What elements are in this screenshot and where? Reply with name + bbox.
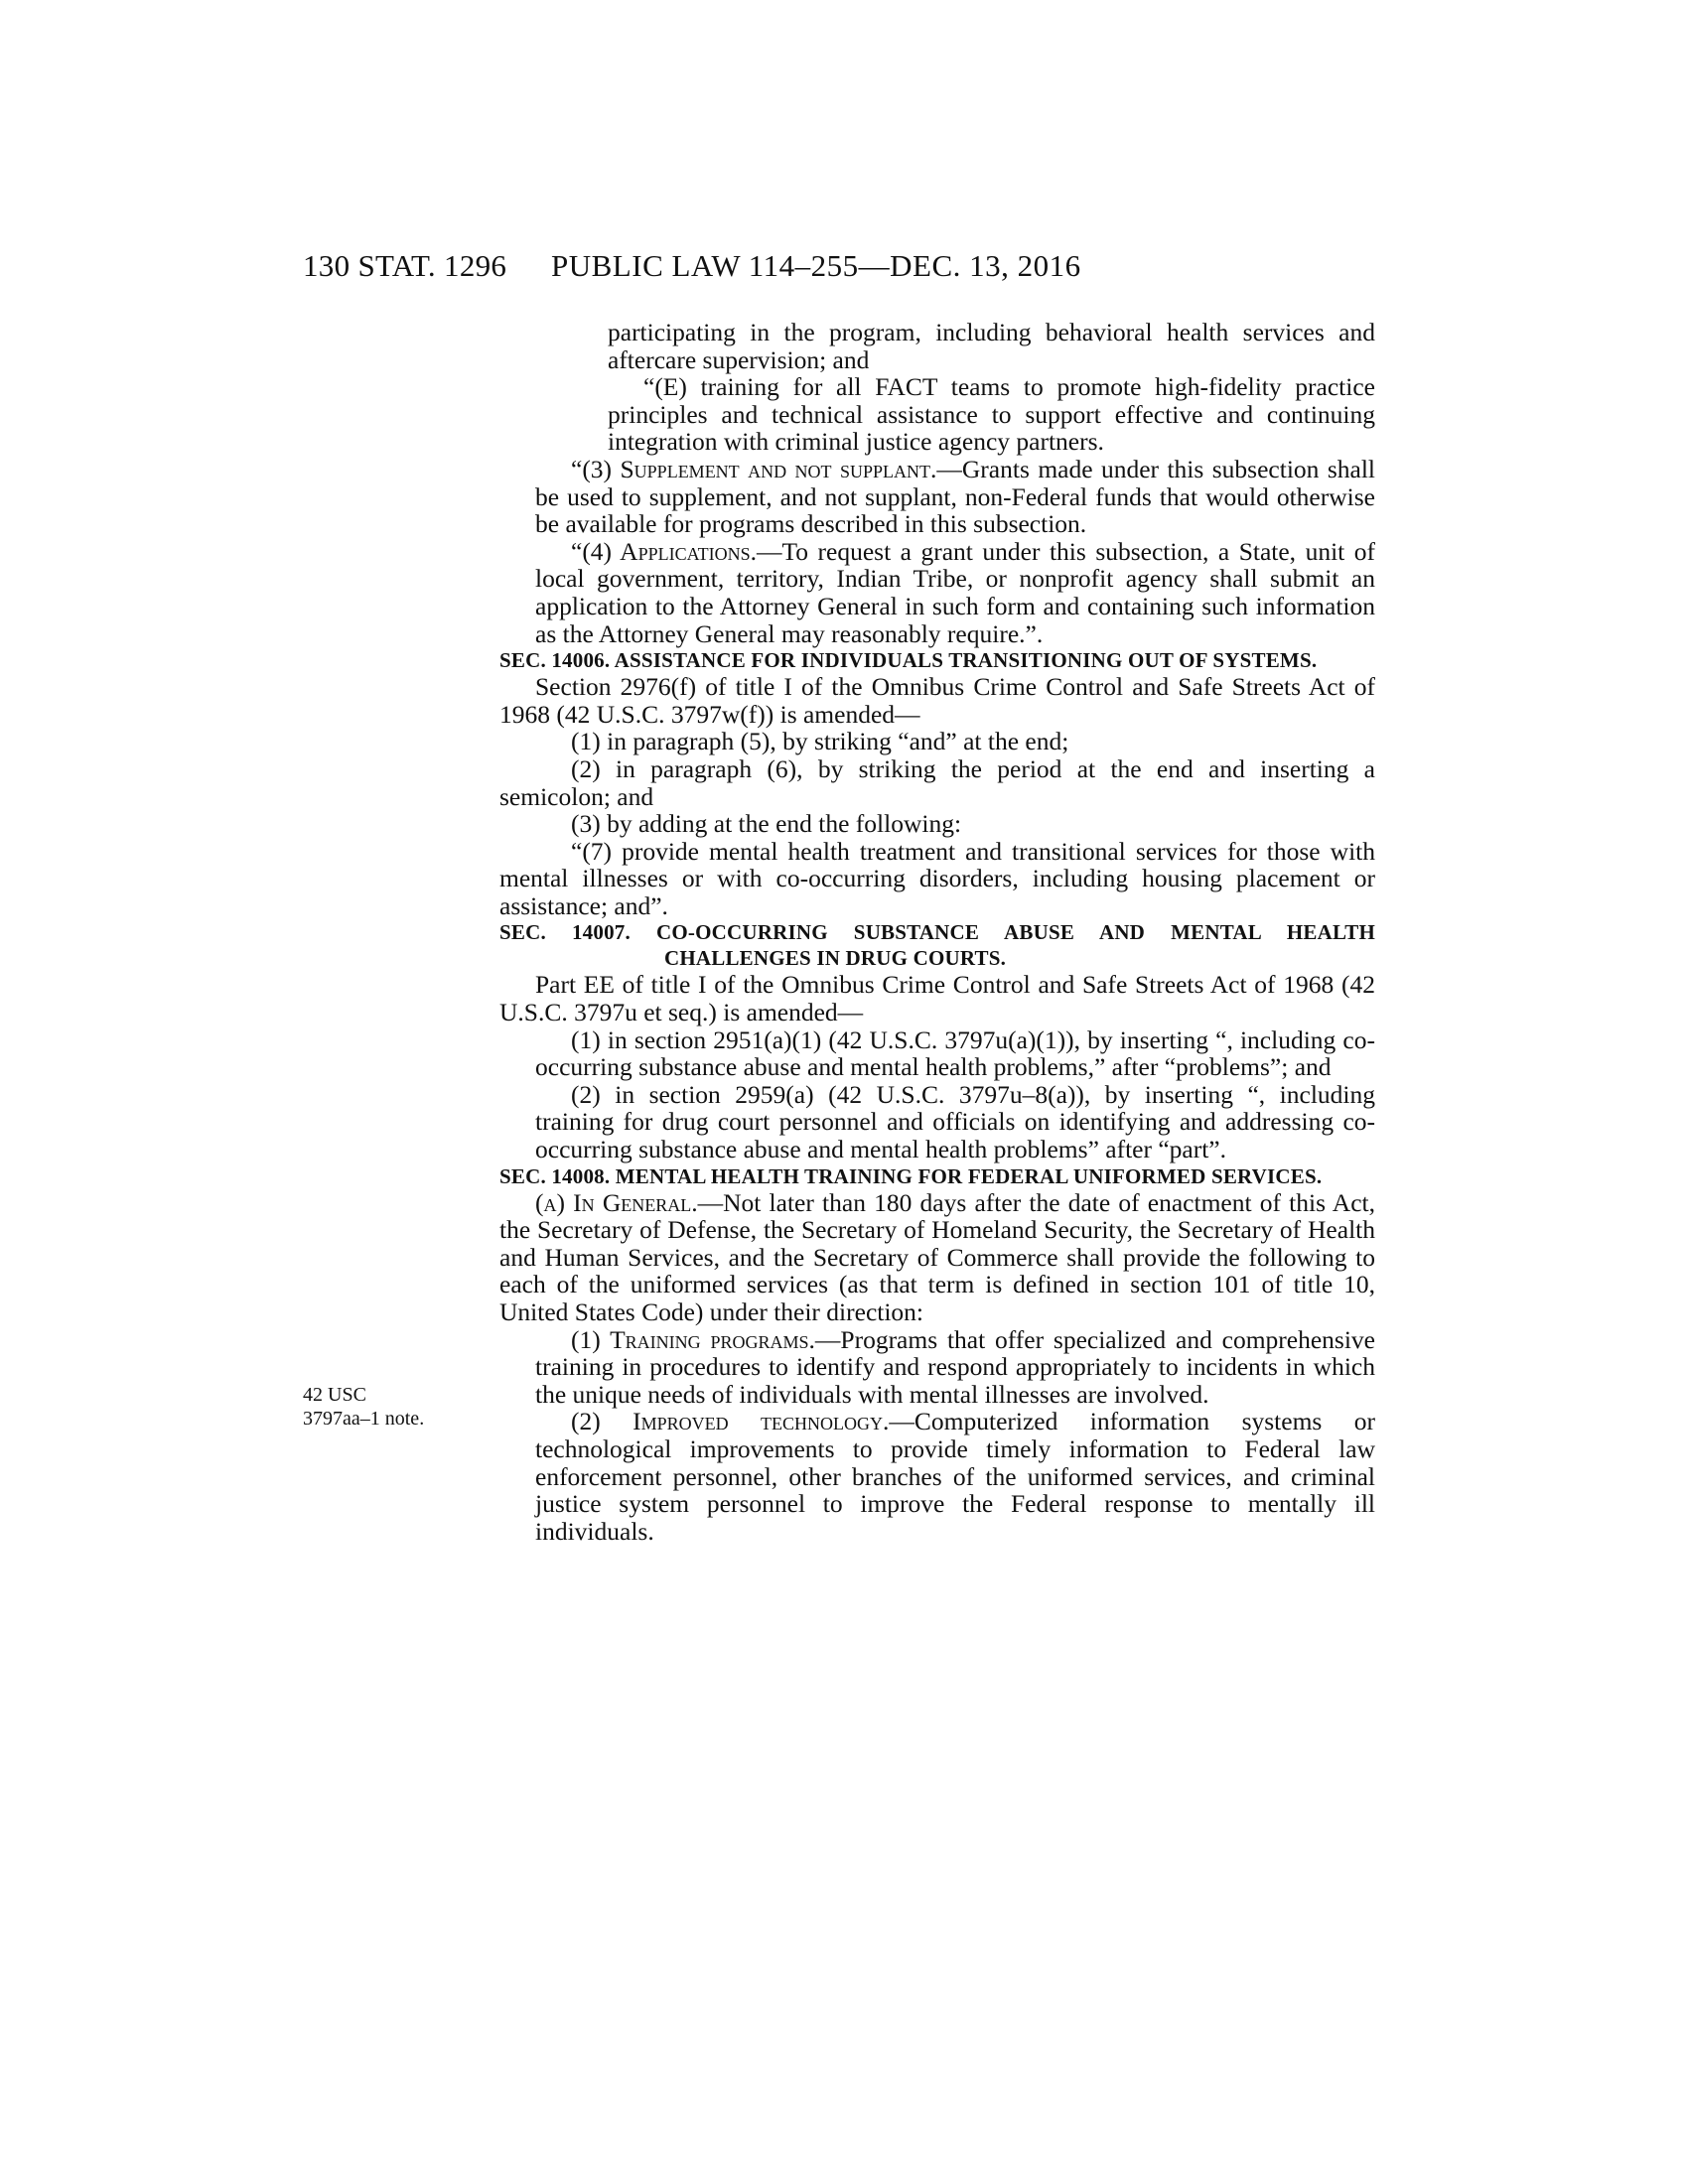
statute-page-number: 130 STAT. 1296: [303, 248, 507, 283]
paragraph: [499, 538, 1375, 647]
margin-note-line: 42 USC: [303, 1384, 366, 1406]
document-body: [499, 319, 1375, 1545]
paragraph: [499, 456, 1375, 538]
paragraph-heading: “(4) Applications.: [571, 536, 757, 566]
paragraph: [499, 1189, 1375, 1326]
paragraph: (2) in section 2959(a) (42 U.S.C. 3797u–8(a)), by inserting “, including training for drug court personnel and officials on identifying and addressing co-occurring substance abuse and mental health problems” after “part”.: [535, 1079, 1375, 1164]
section-heading: SEC. 14008. MENTAL HEALTH TRAINING FOR FEDERAL UNIFORMED SERVICES.: [499, 1163, 1323, 1188]
paragraph: (2) in paragraph (6), by striking the period at the end and inserting a semicolon; and: [499, 753, 1375, 811]
paragraph-heading: (1) Training programs.: [571, 1324, 815, 1354]
section-heading: SEC. 14006. ASSISTANCE FOR INDIVIDUALS TRANSITIONING OUT OF SYSTEMS.: [499, 648, 1318, 673]
paragraph-text: —Grants made under this subsection shall be used to supplement, and not supplant, non-Federal funds that would otherwise be available for programs described in this subsection.: [535, 454, 1376, 539]
margin-note-line: 3797aa–1 note.: [303, 1408, 425, 1430]
paragraph-heading: “(3) Supplement and not supplant.: [571, 454, 937, 483]
paragraph: (3) by adding at the end the following:: [571, 809, 962, 839]
paragraph-text: —Computerized information systems or technological improvements to provide timely information to Federal law enforcement personnel, other branches of the uniformed services, and criminal justice system personnel to improve the Federal response to mentally ill individuals.: [535, 1407, 1375, 1546]
section-heading: SEC. 14007. CO-OCCURRING SUBSTANCE ABUSE AND MENTAL HEALTH CHALLENGES IN DRUG COURTS.: [499, 920, 1375, 971]
paragraph: Section 2976(f) of title I of the Omnibus Crime Control and Safe Streets Act of 1968 (42 U.S.C. 3797w(f)) is amended—: [499, 672, 1375, 729]
paragraph: (1) in paragraph (5), by striking “and” at the end;: [571, 727, 1069, 756]
paragraph-heading: (2) Improved technology.: [571, 1407, 890, 1436]
paragraph: (1) in section 2951(a)(1) (42 U.S.C. 3797u(a)(1)), by inserting “, including co-occurring substance abuse and mental health problems,” after “problems”; and: [535, 1024, 1375, 1082]
paragraph: “(E) training for all FACT teams to promote high-fidelity practice principles and technical assistance to support effective and continuing integration with criminal justice agency partners.: [608, 372, 1375, 457]
paragraph: participating in the program, including behavioral health services and aftercare supervision; and: [608, 318, 1375, 374]
paragraph-text: —Not later than 180 days after the date of enactment of this Act, the Secretary of Defense, the Secretary of Homeland Security, the Secretary of Health and Human Services, and the Secretary of Commerce shall provide the following to each of the uniformed services (as that term is defined in section 101 of title 10, United States Code) under their direction:: [499, 1187, 1375, 1326]
paragraph-heading: (a) In General.: [535, 1187, 698, 1217]
margin-note: [303, 1383, 462, 1431]
paragraph: [499, 1408, 1375, 1545]
paragraph-text: —Programs that offer specialized and comprehensive training in procedures to identify and respond appropriately to incidents in which the unique needs of individuals with mental illnesses are involved.: [535, 1324, 1375, 1409]
paragraph: Part EE of title I of the Omnibus Crime Control and Safe Streets Act of 1968 (42 U.S.C. 3797u et seq.) is amended—: [499, 970, 1375, 1027]
running-head: PUBLIC LAW 114–255—DEC. 13, 2016: [551, 248, 1081, 283]
paragraph: [499, 1326, 1375, 1409]
paragraph: “(7) provide mental health treatment and transitional services for those with mental illnesses or with co-occurring disorders, including housing placement or assistance; and”.: [499, 836, 1375, 920]
paragraph-text: —To request a grant under this subsection, a State, unit of local government, territory, Indian Tribe, or nonprofit agency shall submit an application to the Attorney General in such form and containing such information as the Attorney General may reasonably require.”.: [535, 536, 1375, 648]
page-header: [303, 248, 1375, 288]
